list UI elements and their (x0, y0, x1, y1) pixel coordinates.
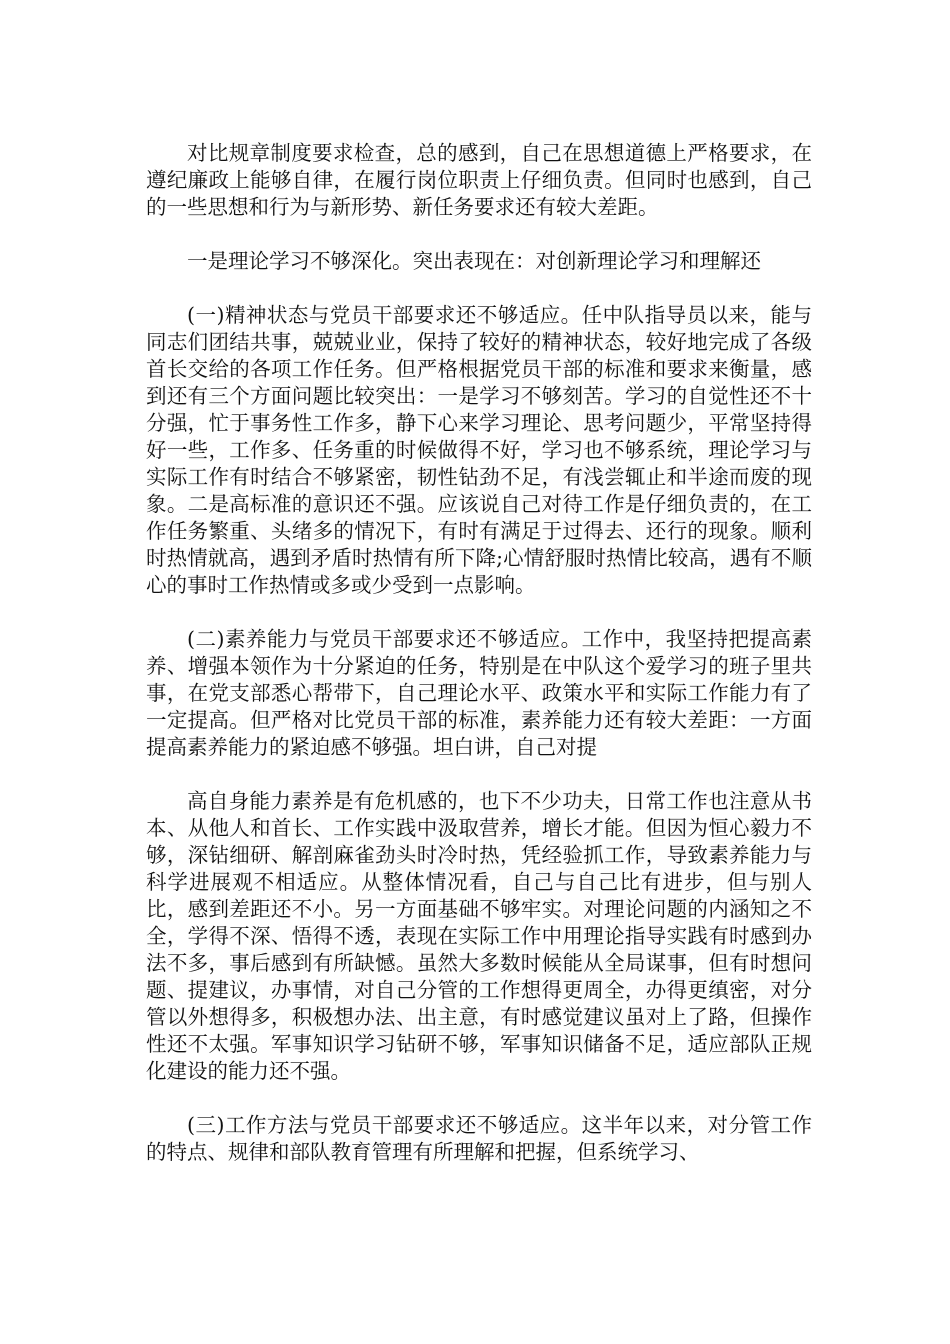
paragraph-section-3: (三)工作方法与党员干部要求还不够适应。这半年以来，对分管工作的特点、规律和部队教育管理有所理解和把握，但系统学习、 (146, 1113, 812, 1164)
paragraph-section-2: (二)素养能力与党员干部要求还不够适应。工作中，我坚持把提高素养、增强本领作为十分紧迫的任务，特别是在中队这个爱学习的班子里共事，在党支部悉心帮带下，自己理论水平、政策水平和实际工作能力有了一定提高。但严格对比党员干部的标准，素养能力还有较大差距：一方面提高素养能力的紧迫感不够强。坦白讲，自己对提 (146, 627, 812, 759)
paragraph-section-2-cont: 高自身能力素养是有危机感的，也下不少功夫，日常工作也注意从书本、从他人和首长、工作实践中汲取营养，增长才能。但因为恒心毅力不够，深钻细研、解剖麻雀劲头时冷时热，凭经验抓工作，导致素养能力与科学进展观不相适应。从整体情况看，自己与自己比有进步，但与别人比，感到差距还不小。另一方面基础不够牢实。对理论问题的内涵知之不全，学得不深、悟得不透，表现在实际工作中用理论指导实践有时感到办法不多，事后感到有所缺憾。虽然大多数时候能从全局谋事，但有时想问题、提建议，办事情，对自己分管的工作想得更周全，办得更缜密，对分管以外想得多，积极想办法、出主意，有时感觉建议虽对上了路，但操作性还不太强。军事知识学习钻研不够，军事知识储备不足，适应部队正规化建设的能力还不强。 (146, 789, 812, 1083)
paragraph-intro: 对比规章制度要求检查，总的感到，自己在思想道德上严格要求，在遵纪廉政上能够自律，在履行岗位职责上仔细负责。但同时也感到，自己的一些思想和行为与新形势、新任务要求还有较大差距。 (146, 141, 812, 219)
paragraph-point-one: 一是理论学习不够深化。突出表现在：对创新理论学习和理解还 (187, 249, 761, 273)
paragraph-section-1: (一)精神状态与党员干部要求还不够适应。任中队指导员以来，能与同志们团结共事，兢兢业业，保持了较好的精神状态，较好地完成了各级首长交给的各项工作任务。但严格根据党员干部的标准和要求来衡量，感到还有三个方面问题比较突出：一是学习不够刻苦。学习的自觉性还不十分强，忙于事务性工作多，静下心来学习理论、思考问题少，平常坚持得好一些，工作多、任务重的时候做得不好，学习也不够系统，理论学习与实际工作有时结合不够紧密，韧性钻劲不足，有浅尝辄止和半途而废的现象。二是高标准的意识还不强。应该说自己对待工作是仔细负责的，在工作任务繁重、头绪多的情况下，有时有满足于过得去、还行的现象。顺利时热情就高，遇到矛盾时热情有所下降;心情舒服时热情比较高，遇有不顺心的事时工作热情或多或少受到一点影响。 (146, 303, 812, 597)
document-body (146, 140, 812, 1193)
